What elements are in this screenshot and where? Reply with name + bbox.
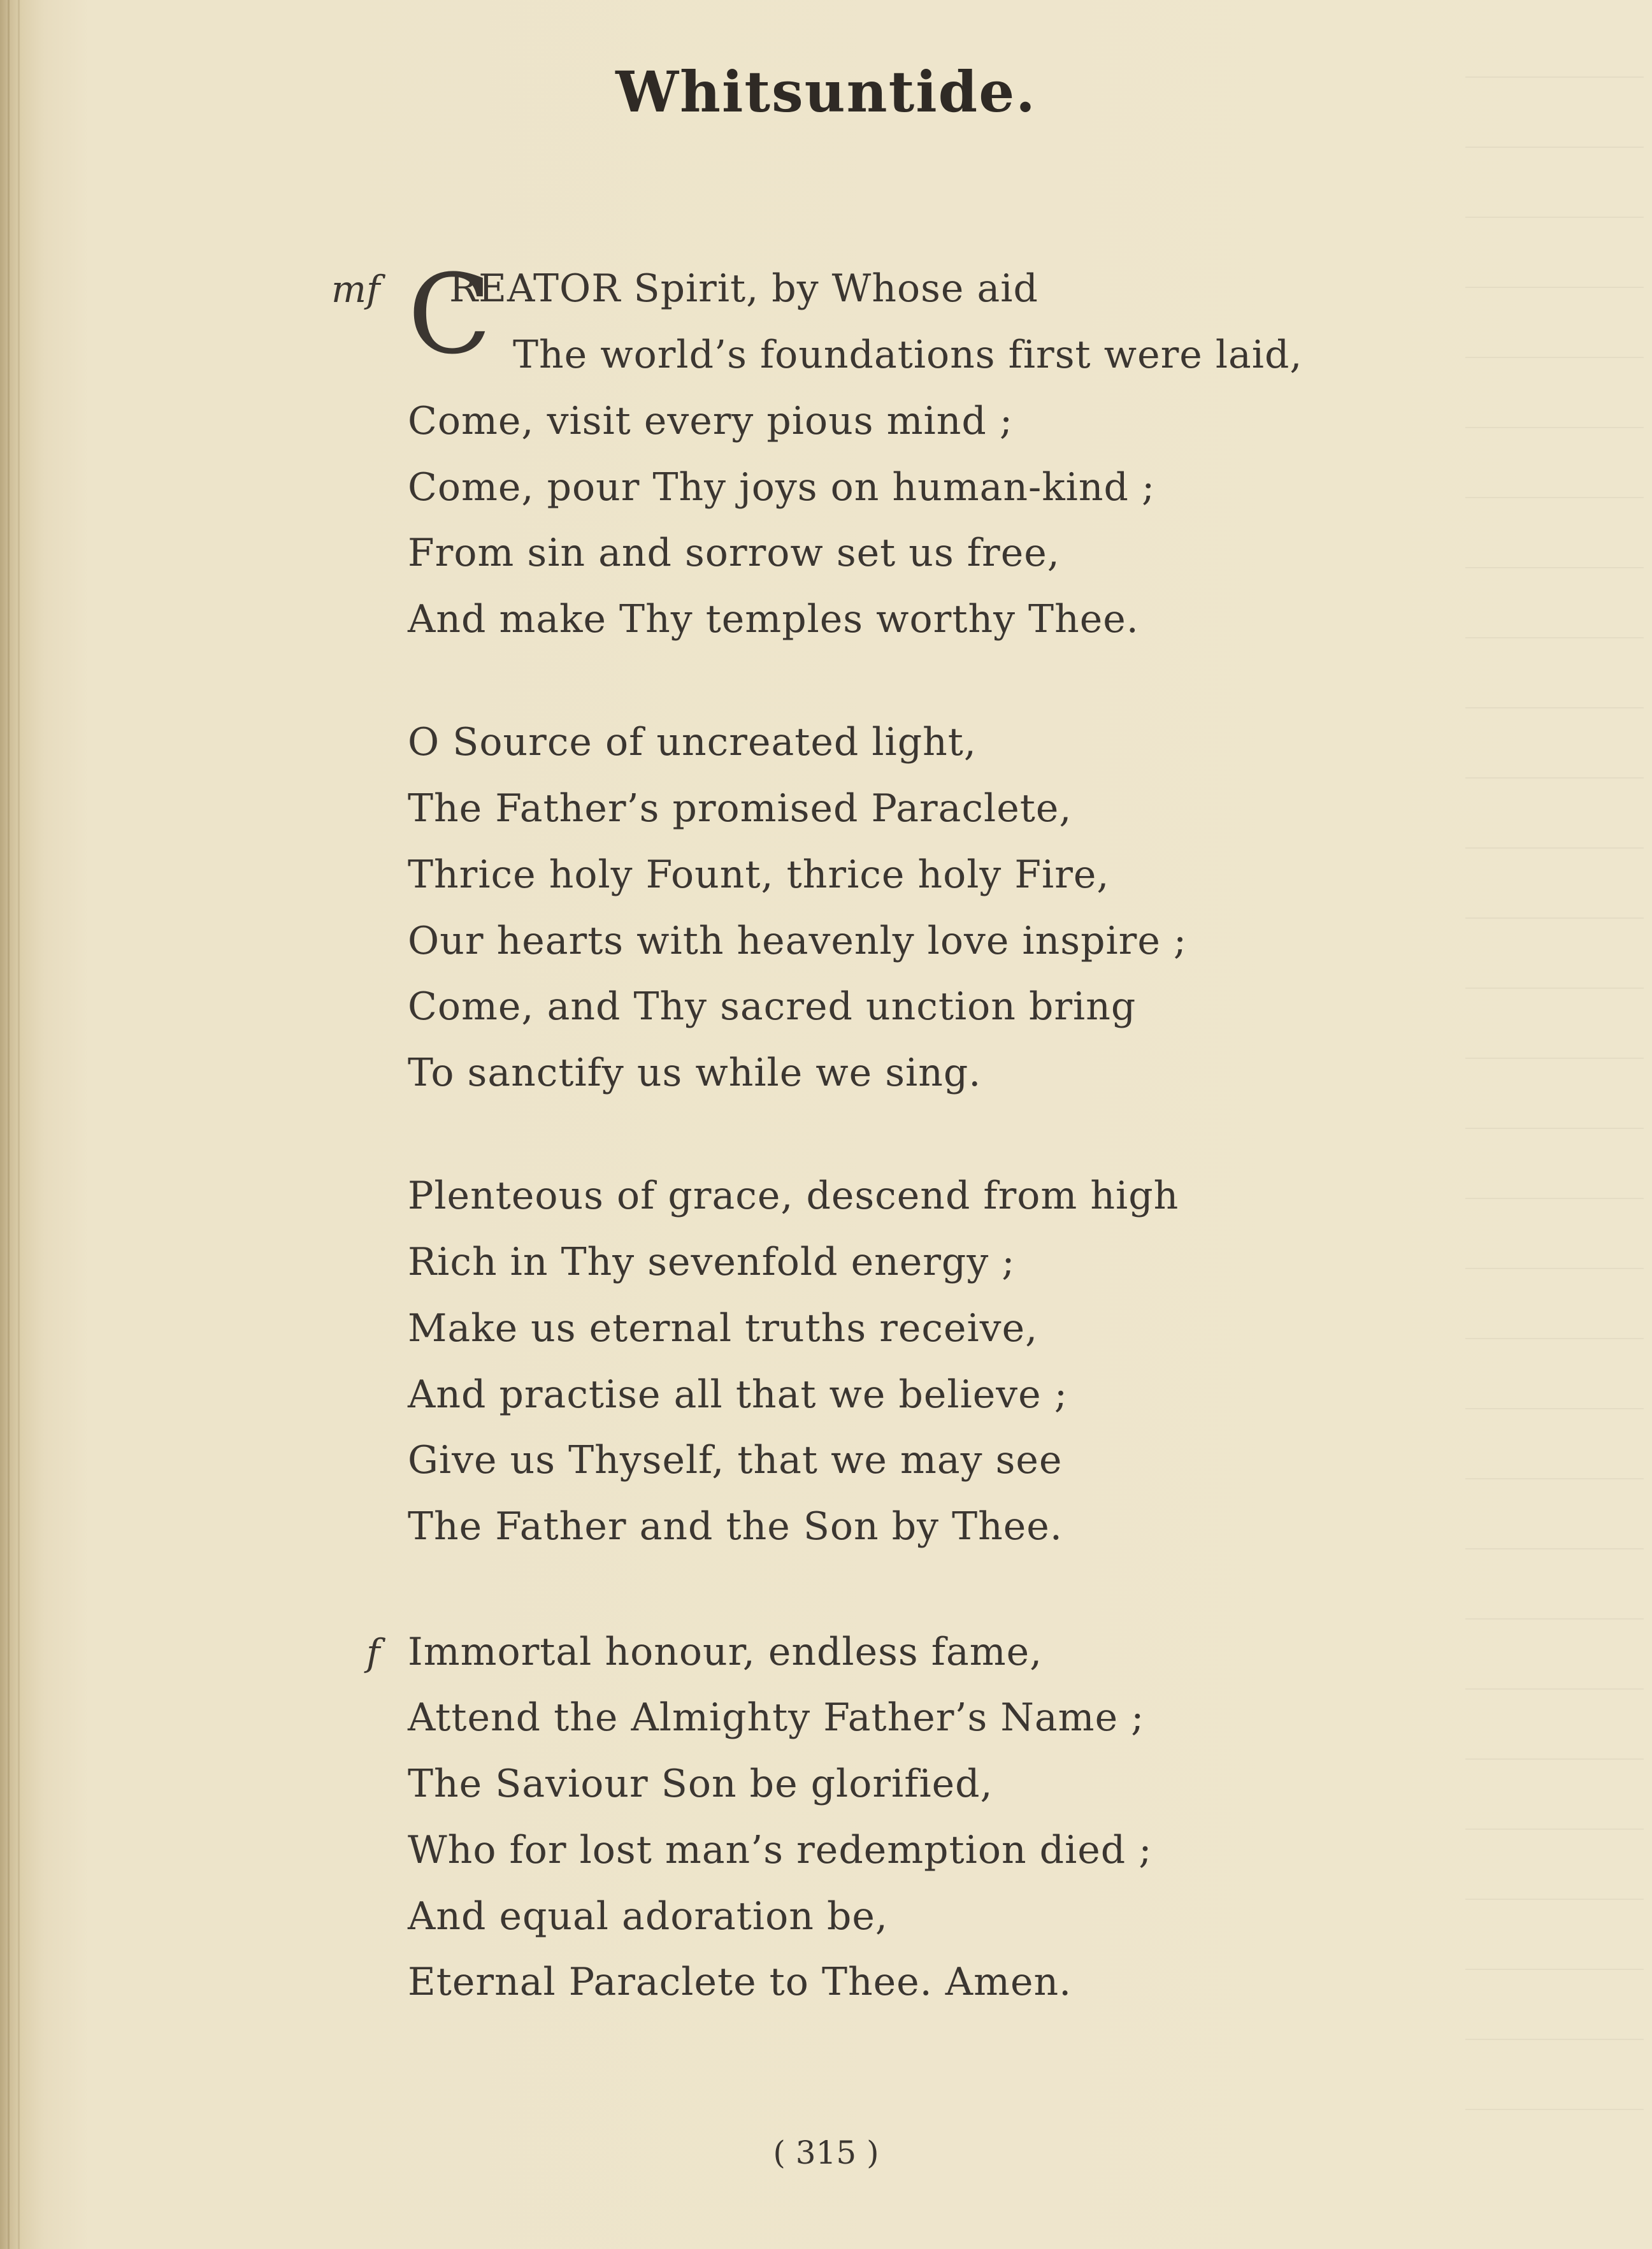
verse-line: Come, and Thy sacred unction bring	[408, 984, 1137, 1029]
verse-line: The Father and the Son by Thee.	[408, 1504, 1063, 1549]
verse-line: Eternal Paraclete to Thee. Amen.	[408, 1960, 1072, 2004]
verse-line: The Father’s promised Paraclete,	[408, 786, 1072, 831]
dynamic-marking-f: f	[366, 1631, 380, 1674]
verse-line: From sin and sorrow set us free,	[408, 531, 1060, 575]
verse-line: And make Thy temples worthy Thee.	[408, 597, 1139, 642]
verse-line: And practise all that we believe ;	[408, 1372, 1068, 1417]
verse-line: Attend the Almighty Father’s Name ;	[408, 1695, 1145, 1740]
verse-line: O Source of uncreated light,	[408, 720, 977, 765]
verse-line: And equal adoration be,	[408, 1894, 888, 1939]
binding-edge	[8, 0, 10, 2249]
verse-line: Make us eternal truths receive,	[408, 1306, 1038, 1351]
verse-line: Rich in Thy sevenfold energy ;	[408, 1240, 1016, 1284]
binding-edge-inner	[18, 0, 20, 2249]
drop-cap: C	[408, 250, 492, 378]
dynamic-marking-mf: mf	[331, 268, 380, 311]
verse-line: To sanctify us while we sing.	[408, 1051, 982, 1095]
verse-line: The world’s foundations first were laid,	[513, 333, 1303, 377]
verse-line: Immortal honour, endless fame,	[408, 1630, 1043, 1674]
verse-line: Come, visit every pious mind ;	[408, 399, 1014, 443]
verse-line: Give us Thyself, that we may see	[408, 1438, 1063, 1483]
verse-line: Who for lost man’s redemption died ;	[408, 1828, 1153, 1872]
verse-line: Plenteous of grace, descend from high	[408, 1174, 1179, 1218]
verse-line: Thrice holy Fount, thrice holy Fire,	[408, 852, 1110, 897]
verse-line: Our hearts with heavenly love inspire ;	[408, 919, 1188, 963]
page-number: ( 315 )	[773, 2134, 879, 2171]
verse-line: The Saviour Son be glorified,	[408, 1762, 993, 1806]
verse-line: REATOR Spirit, by Whose aid	[449, 266, 1038, 311]
show-through-bleed	[1465, 76, 1644, 2179]
page-title: Whitsuntide.	[615, 59, 1037, 125]
verse-line: Come, pour Thy joys on human-kind ;	[408, 465, 1156, 510]
